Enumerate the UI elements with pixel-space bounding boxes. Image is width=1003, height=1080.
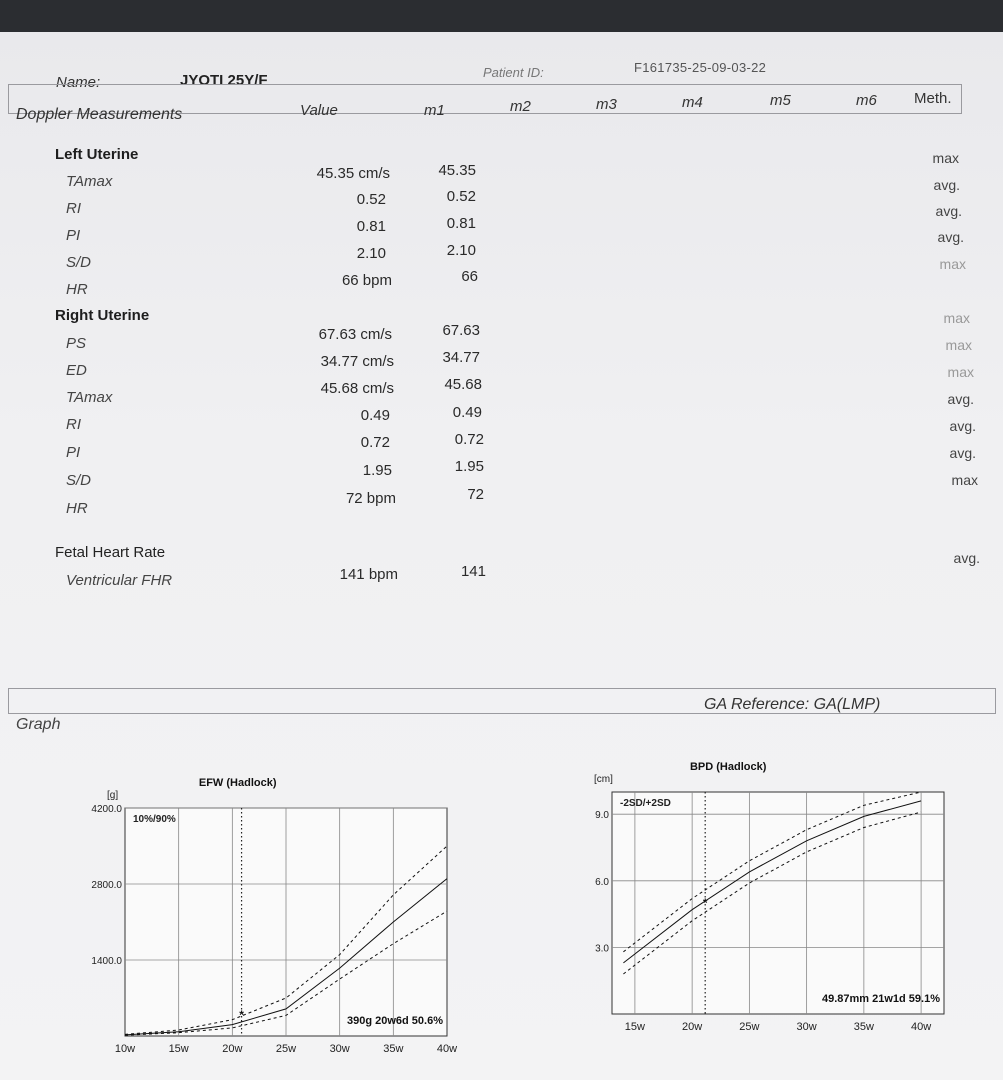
section-right-uterine: Right Uterine — [55, 307, 150, 324]
measurement-annotation: 390g 20w6d 50.6% — [346, 1015, 443, 1027]
row-label: S/D — [66, 472, 92, 489]
row-label: RI — [66, 200, 81, 217]
row-label: Ventricular FHR — [66, 572, 173, 589]
x-tick-label: 10w — [114, 1043, 136, 1055]
y-unit: [cm] — [594, 774, 613, 785]
row-label: TAmax — [66, 173, 113, 190]
y-tick-label: 1400.0 — [91, 956, 122, 967]
row-value: 0.81 — [356, 218, 386, 235]
col-m5: m5 — [770, 92, 791, 109]
row-meth: max — [951, 472, 978, 488]
row-value: 0.72 — [360, 434, 390, 451]
graph-section-title: Graph — [16, 716, 61, 733]
patient-id: F161735-25-09-03-22 — [634, 60, 767, 75]
x-tick-label: 15w — [168, 1043, 189, 1055]
y-tick-label: 3.0 — [595, 943, 609, 955]
row-meth: avg. — [937, 229, 964, 245]
x-tick-label: 30w — [796, 1021, 817, 1033]
row-label: TAmax — [66, 389, 113, 406]
row-meth: max — [945, 337, 972, 353]
row-label: HR — [66, 281, 88, 298]
row-meth: avg. — [947, 391, 974, 407]
chart-title: EFW (Hadlock) — [198, 777, 277, 789]
row-meth: max — [947, 364, 974, 380]
row-value: 45.68 cm/s — [320, 380, 394, 397]
col-m6: m6 — [856, 92, 877, 109]
row-meth: avg. — [949, 418, 976, 434]
row-meth: avg. — [949, 445, 976, 461]
col-value: Value — [300, 102, 338, 119]
y-unit: [g] — [107, 790, 119, 801]
row-value: 34.77 cm/s — [320, 353, 394, 370]
row-value: 0.49 — [360, 407, 390, 424]
col-m1: m1 — [424, 102, 445, 119]
row-label: ED — [66, 362, 87, 379]
row-m1: 141 — [460, 563, 486, 580]
row-m1: 45.35 — [438, 162, 476, 179]
measurement-annotation: 49.87mm 21w1d 59.1% — [821, 993, 940, 1005]
row-meth: max — [943, 310, 970, 326]
report-page — [0, 32, 1003, 1080]
col-m4: m4 — [682, 94, 703, 111]
row-label: RI — [66, 416, 81, 433]
plot-frame — [612, 792, 944, 1014]
row-label: PS — [66, 335, 87, 352]
y-tick-label: 4200.0 — [91, 804, 122, 815]
section-fetal-heart-rate: Fetal Heart Rate — [55, 544, 166, 561]
row-label: PI — [66, 227, 81, 244]
patient-id-label: Patient ID: — [483, 65, 544, 80]
x-tick-label: 20w — [682, 1021, 703, 1033]
row-m1: 0.49 — [452, 404, 482, 421]
section-left-uterine: Left Uterine — [55, 146, 139, 163]
x-tick-label: 40w — [436, 1043, 458, 1055]
row-m1: 1.95 — [454, 458, 484, 475]
row-value: 72 bpm — [345, 490, 396, 507]
measurement-marker: * — [702, 896, 708, 911]
row-m1: 72 — [467, 486, 484, 503]
legend-label: -2SD/+2SD — [620, 798, 671, 809]
row-m1: 0.52 — [446, 188, 476, 205]
row-m1: 34.77 — [442, 349, 480, 366]
x-tick-label: 15w — [624, 1021, 645, 1033]
x-tick-label: 40w — [911, 1021, 932, 1033]
row-meth: max — [939, 256, 966, 272]
chart-title: BPD (Hadlock) — [689, 761, 767, 773]
row-value: 2.10 — [356, 245, 386, 262]
x-tick-label: 25w — [739, 1021, 760, 1033]
ga-reference: GA Reference: GA(LMP) — [704, 696, 881, 713]
row-m1: 2.10 — [446, 242, 476, 259]
efw-chart — [70, 732, 490, 1055]
legend-label: 10%/90% — [133, 814, 176, 825]
row-label: HR — [66, 500, 88, 517]
x-tick-label: 25w — [275, 1043, 297, 1055]
row-value: 66 bpm — [341, 272, 392, 289]
x-tick-label: 35w — [853, 1021, 874, 1033]
row-m1: 0.72 — [454, 431, 484, 448]
x-tick-label: 30w — [329, 1043, 350, 1055]
col-m2: m2 — [510, 98, 531, 115]
row-meth: max — [932, 150, 959, 166]
row-value: 1.95 — [362, 462, 392, 479]
row-meth: avg. — [953, 550, 980, 566]
row-value: 141 bpm — [339, 566, 398, 583]
patient-name: JYOTI 25Y/F — [180, 72, 268, 89]
col-meth: Meth. — [914, 90, 952, 107]
y-tick-label: 6.0 — [595, 876, 609, 888]
x-tick-label: 35w — [383, 1043, 404, 1055]
row-meth: avg. — [935, 203, 962, 219]
row-meth: avg. — [933, 177, 960, 193]
measurement-marker: * — [239, 1007, 244, 1022]
row-value: 0.52 — [356, 191, 386, 208]
row-label: S/D — [66, 254, 92, 271]
row-value: 67.63 cm/s — [318, 326, 392, 343]
row-m1: 67.63 — [442, 322, 480, 339]
row-label: PI — [66, 444, 81, 461]
row-m1: 45.68 — [444, 376, 482, 393]
table-title: Doppler Measurements — [16, 106, 183, 123]
row-m1: 0.81 — [446, 215, 476, 232]
y-tick-label: 2800.0 — [91, 880, 122, 891]
x-tick-label: 20w — [222, 1043, 243, 1055]
name-label: Name: — [56, 74, 101, 91]
y-tick-label: 9.0 — [595, 810, 609, 822]
col-m3: m3 — [596, 96, 617, 113]
row-m1: 66 — [461, 268, 478, 285]
row-value: 45.35 cm/s — [316, 165, 390, 182]
bpd-chart — [560, 722, 960, 1033]
